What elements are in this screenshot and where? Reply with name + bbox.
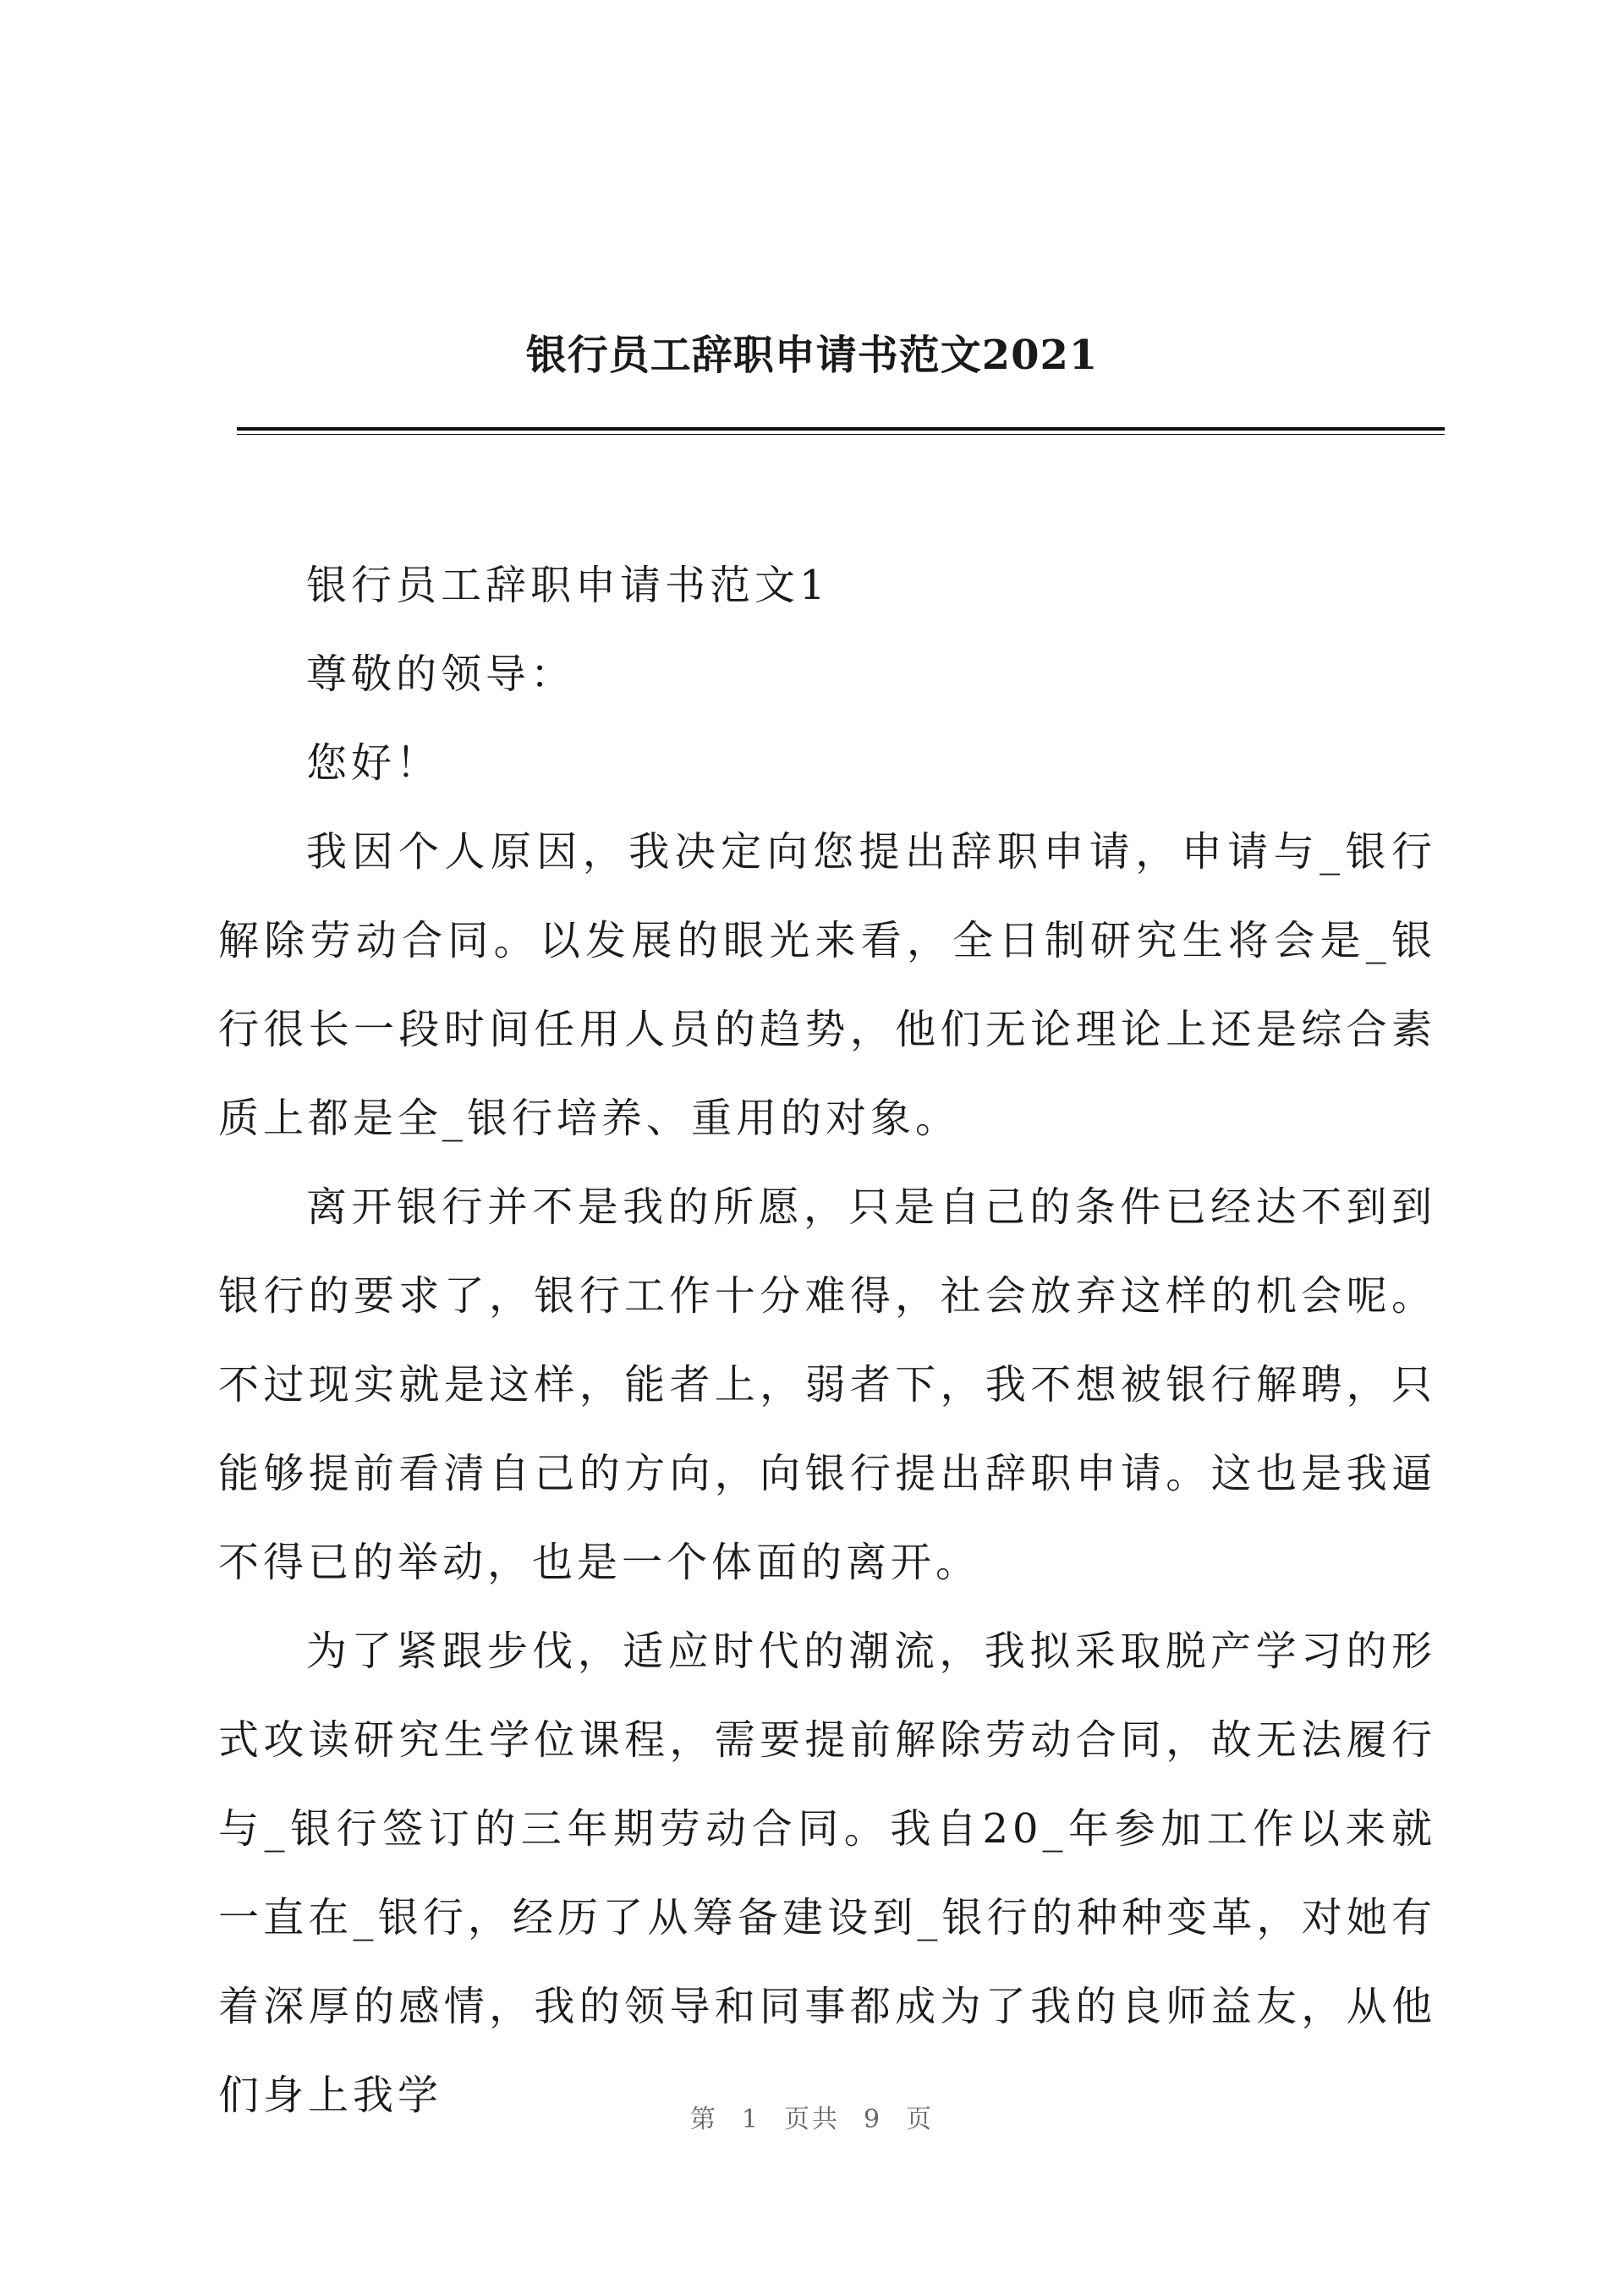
section-heading: 银行员工辞职申请书范文1 [306, 562, 830, 609]
greeting: 您好！ [306, 739, 442, 787]
current-page-number: 1 [741, 2105, 760, 2134]
title-rule-thin [237, 434, 1445, 435]
page-footer [0, 2098, 1624, 2135]
footer-label-prefix: 第 [689, 2105, 718, 2134]
document-title: 银行员工辞职申请书范文2021 [525, 332, 1099, 379]
total-pages-number: 9 [864, 2105, 883, 2134]
body-paragraph: 为了紧跟步伐，适应时代的潮流，我拟采取脱产学习的形式攻读研究生学位课程，需要提前解除劳动合同，故无法履行与_银行签订的三年期劳动合同。我自20_年参加工作以来就一直在_银行，经历了从筹备建设到_银行的种种变革，对她有着深厚的感情，我的领导和同事都成为了我的良师益友，从他们身上我学 [218, 1628, 1436, 2119]
body-paragraph: 离开银行并不是我的所愿，只是自己的条件已经达不到到银行的要求了，银行工作十分难得，社会放弃这样的机会呢。不过现实就是这样，能者上，弱者下，我不想被银行解聘，只能够提前看清自己的方向，向银行提出辞职申请。这也是我逼不得已的举动，也是一个体面的离开。 [218, 1183, 1436, 1586]
title-rule-thick [237, 427, 1445, 431]
footer-label-middle: 页共 [784, 2105, 840, 2134]
salutation: 尊敬的领导： [306, 651, 576, 698]
document-body [218, 541, 1436, 2140]
body-paragraph: 我因个人原因，我决定向您提出辞职申请，申请与_银行解除劳动合同。以发展的眼光来看，全日制研究生将会是_银行很长一段时间任用人员的趋势，他们无论理论上还是综合素质上都是全_银行培养、重用的对象。 [218, 828, 1436, 1142]
footer-label-suffix: 页 [906, 2105, 935, 2134]
